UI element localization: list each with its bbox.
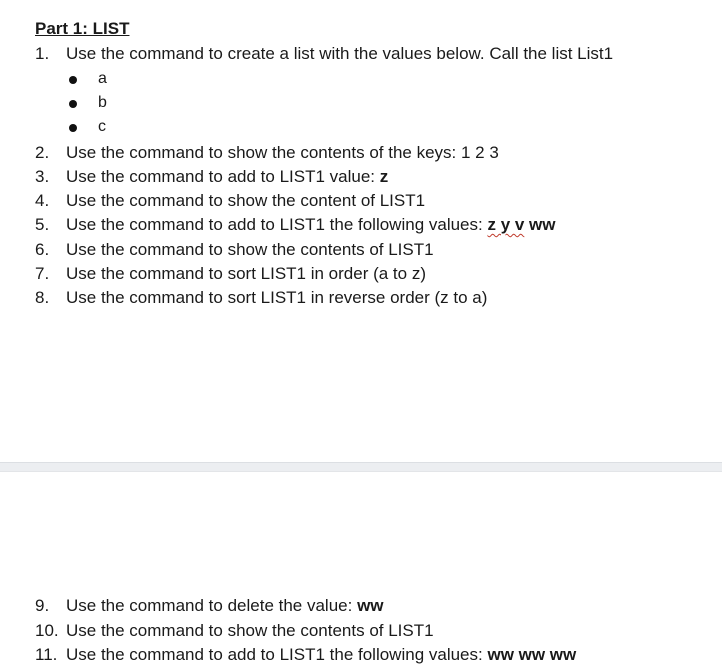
bullet-icon: [69, 76, 77, 84]
item-bold-value: z: [379, 167, 389, 186]
item-text-wrap: [66, 644, 576, 666]
item-text: Use the command to show the contents of LIST1: [66, 621, 434, 640]
item-text: Use the command to add to LIST1 value:: [66, 167, 380, 186]
item-text: Use the command to add to LIST1 the following values:: [66, 645, 488, 664]
item-text: Use the command to sort LIST1 in reverse order (z to a): [66, 288, 488, 307]
item-number: 9.: [35, 596, 50, 615]
item-number: 8.: [35, 288, 50, 307]
item-text: Use the command to sort LIST1 in order (a to z): [66, 264, 426, 283]
bullet-icon: [69, 100, 77, 108]
item-text: Use the command to create a list with the values below. Call the list List1: [66, 44, 614, 63]
item-bold-value: ww ww ww: [487, 645, 577, 664]
page-break-gap: [0, 462, 722, 472]
item-text: Use the command to delete the value:: [66, 596, 358, 615]
item-text: Use the command to show the content of LIST1: [66, 191, 426, 210]
item-number: 2.: [35, 143, 50, 162]
item-bold-spellcheck-value: z y v: [487, 215, 525, 234]
item-number: 10.: [35, 621, 59, 640]
item-number: 3.: [35, 167, 50, 186]
document-page-2: [0, 472, 722, 667]
bullet-text: a: [98, 70, 107, 87]
bullet-icon: [69, 124, 77, 132]
item-number: 1.: [35, 44, 50, 63]
item-number: 11.: [35, 645, 58, 664]
item-number: 6.: [35, 240, 50, 259]
bullet-text: b: [98, 94, 107, 111]
item-text-wrap: [66, 166, 388, 188]
item-text: Use the command to add to LIST1 the following values:: [66, 215, 488, 234]
part-heading: Part 1: LIST: [35, 19, 130, 38]
item-number: 7.: [35, 264, 50, 283]
item-text-wrap: [66, 595, 384, 617]
item-bold-value: ww: [524, 215, 556, 234]
item-text: Use the command to show the contents of LIST1: [66, 240, 434, 259]
item-number: 5.: [35, 215, 50, 234]
item-text-wrap: [66, 214, 556, 236]
item-text: Use the command to show the contents of the keys: 1 2 3: [66, 143, 499, 162]
item-number: 4.: [35, 191, 50, 210]
item-bold-value: ww: [357, 596, 384, 615]
bullet-text: c: [98, 118, 106, 135]
